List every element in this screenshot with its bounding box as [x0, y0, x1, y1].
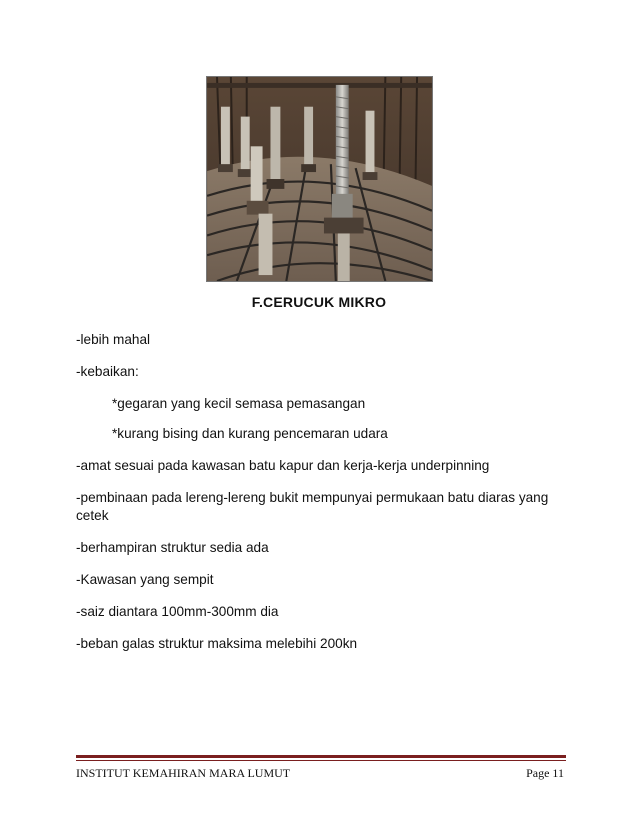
list-item: *gegaran yang kecil semasa pemasangan	[112, 396, 366, 411]
list-item: -amat sesuai pada kawasan batu kapur dan kerja-kerja underpinning	[76, 458, 490, 473]
micropile-photo	[206, 76, 433, 282]
list-item: -kebaikan:	[76, 364, 139, 379]
section-title: F.CERUCUK MIKRO	[251, 294, 387, 310]
list-item: -berhampiran struktur sedia ada	[76, 540, 269, 555]
footer-institution: INSTITUT KEMAHIRAN MARA LUMUT	[76, 766, 291, 780]
list-item: -beban galas struktur maksima melebihi 200kn	[76, 636, 358, 651]
list-item: *kurang bising dan kurang pencemaran udara	[112, 426, 388, 441]
list-item: -saiz diantara 100mm-300mm dia	[76, 604, 279, 619]
footer-divider	[76, 755, 566, 758]
list-item: -lebih mahal	[76, 332, 151, 347]
list-item: -pembinaan pada lereng-lereng bukit mempunyai permukaan batu diaras yang cetek	[76, 490, 549, 523]
list-item: -Kawasan yang sempit	[76, 572, 214, 587]
footer-divider-thin	[76, 760, 566, 761]
page-number: Page 11	[526, 766, 564, 780]
